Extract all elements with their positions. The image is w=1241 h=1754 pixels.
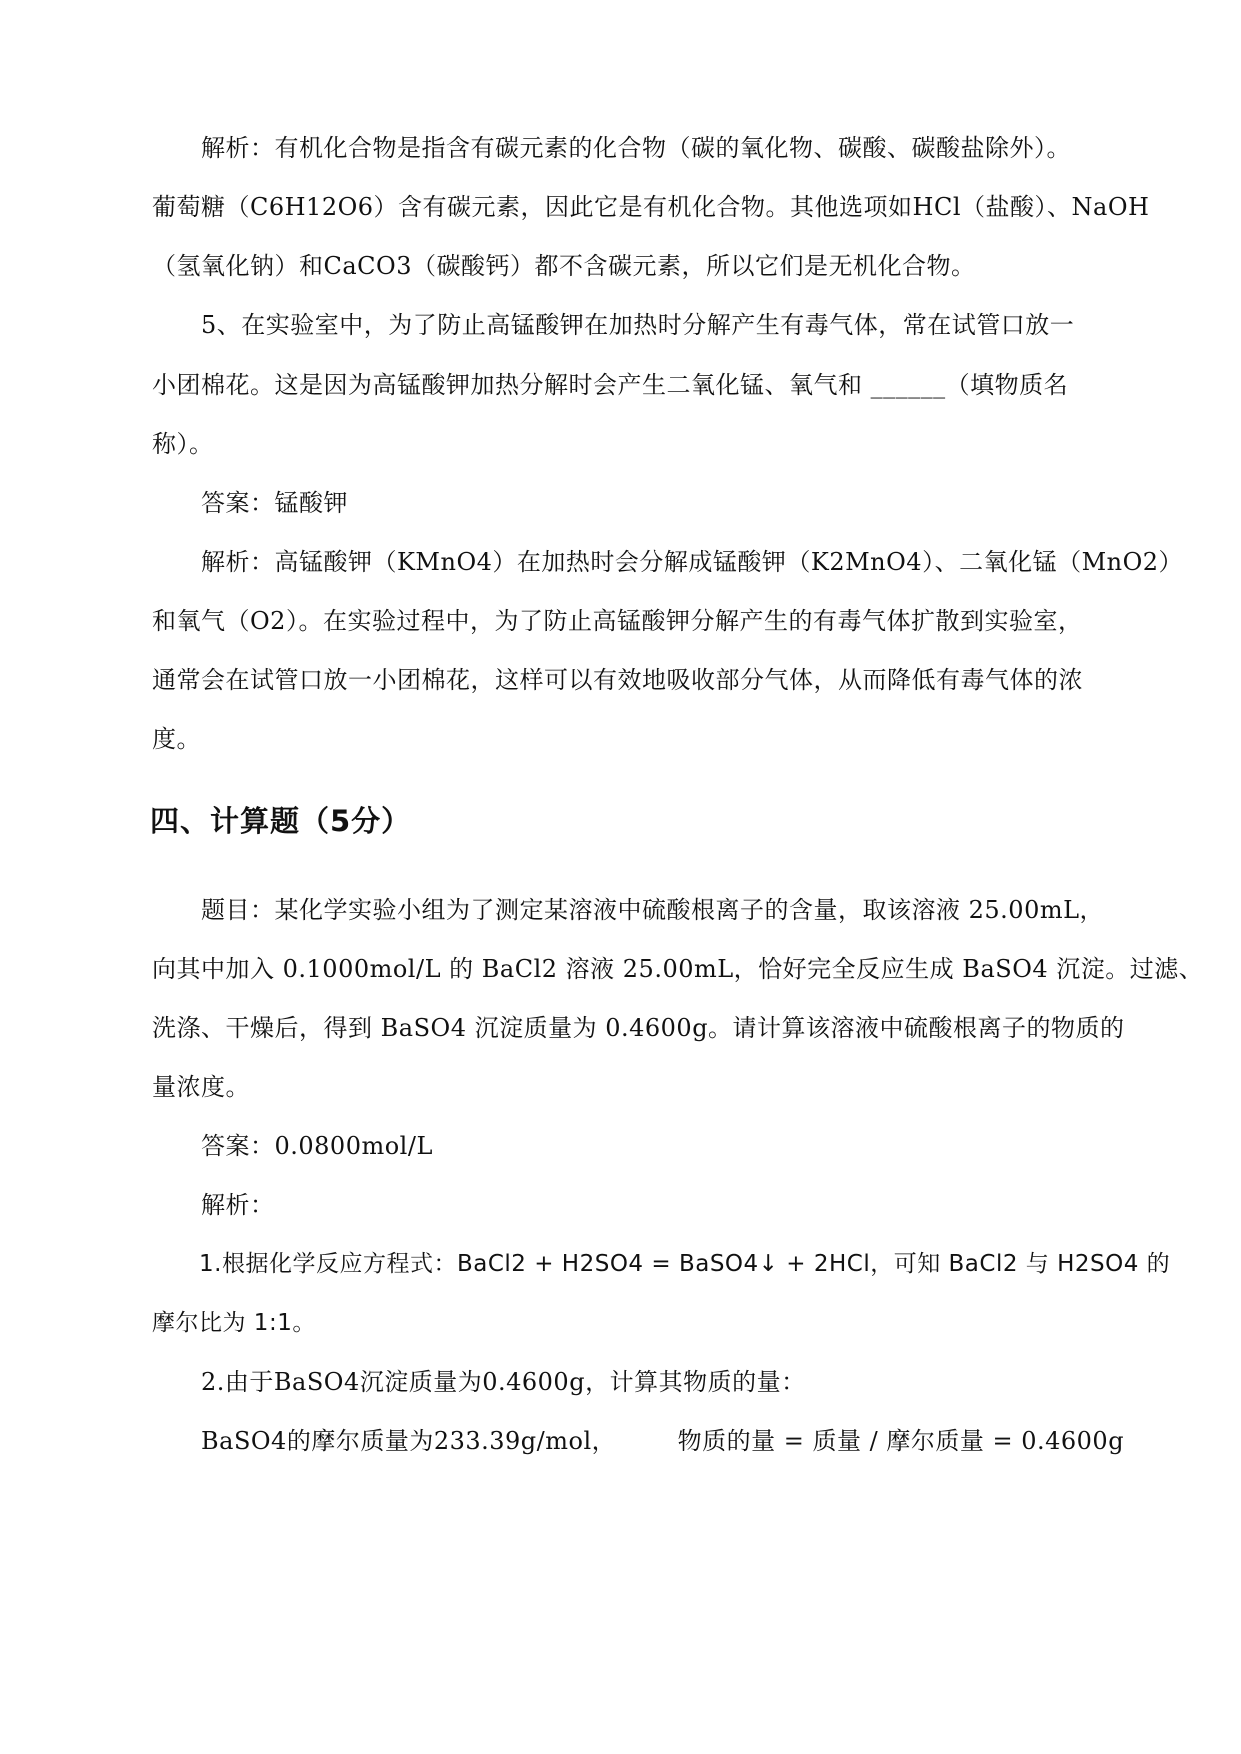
q5-analysis-line-1: 解析：高锰酸钾（KMnO4）在加热时会分解成锰酸钾（K2MnO4）、二氧化锰（MnO2） <box>152 548 1184 576</box>
q5-answer: 答案：锰酸钾 <box>152 489 348 517</box>
problem-line-2: 向其中加入 0.1000mol/L 的 BaCl2 溶液 25.00mL，恰好完全反应生成 BaSO4 沉淀。过滤、 <box>152 955 1204 983</box>
q4-analysis-line-2: 葡萄糖（C6H12O6）含有碳元素，因此它是有机化合物。其他选项如HCl（盐酸）、NaOH <box>152 193 1150 221</box>
calc-answer: 答案：0.0800mol/L <box>152 1132 433 1160</box>
q4-analysis-line-1: 解析：有机化合物是指含有碳元素的化合物（碳的氧化物、碳酸、碳酸盐除外）。 <box>152 134 1071 162</box>
step-2-line-2: BaSO4的摩尔质量为233.39g/mol， 物质的量 = 质量 / 摩尔质量 = 0.4600g <box>152 1427 1125 1455</box>
q5-question-line-3: 称）。 <box>152 430 214 458</box>
problem-line-3: 洗涤、干燥后，得到 BaSO4 沉淀质量为 0.4600g。请计算该溶液中硫酸根离子的物质的 <box>152 1014 1125 1042</box>
q5-question-line-1: 5、在实验室中，为了防止高锰酸钾在加热时分解产生有毒气体，常在试管口放一 <box>152 311 1075 339</box>
q5-analysis-line-2: 和氧气（O2）。在实验过程中，为了防止高锰酸钾分解产生的有毒气体扩散到实验室， <box>152 607 1083 635</box>
problem-line-1: 题目：某化学实验小组为了测定某溶液中硫酸根离子的含量，取该溶液 25.00mL， <box>152 896 1105 924</box>
calc-analysis-label: 解析： <box>152 1191 275 1219</box>
section-heading-calculation: 四、计算题（5分） <box>150 804 412 838</box>
step-2-line-1: 2.由于BaSO4沉淀质量为0.4600g，计算其物质的量： <box>152 1368 806 1396</box>
step-1-line-1: 1.根据化学反应方程式：BaCl2 + H2SO4 = BaSO4↓ + 2HCl，可知 BaCl2 与 H2SO4 的 <box>152 1251 1171 1277</box>
q4-analysis-line-3: （氢氧化钠）和CaCO3（碳酸钙）都不含碳元素，所以它们是无机化合物。 <box>152 252 976 280</box>
problem-line-4: 量浓度。 <box>152 1073 250 1101</box>
step-1-line-2: 摩尔比为 1:1。 <box>152 1310 316 1336</box>
q5-analysis-line-3: 通常会在试管口放一小团棉花，这样可以有效地吸收部分气体，从而降低有毒气体的浓 <box>152 666 1083 694</box>
q5-analysis-line-4: 度。 <box>152 725 201 753</box>
q5-question-line-2: 小团棉花。这是因为高锰酸钾加热分解时会产生二氧化锰、氧气和 ______（填物质名 <box>152 371 1069 399</box>
